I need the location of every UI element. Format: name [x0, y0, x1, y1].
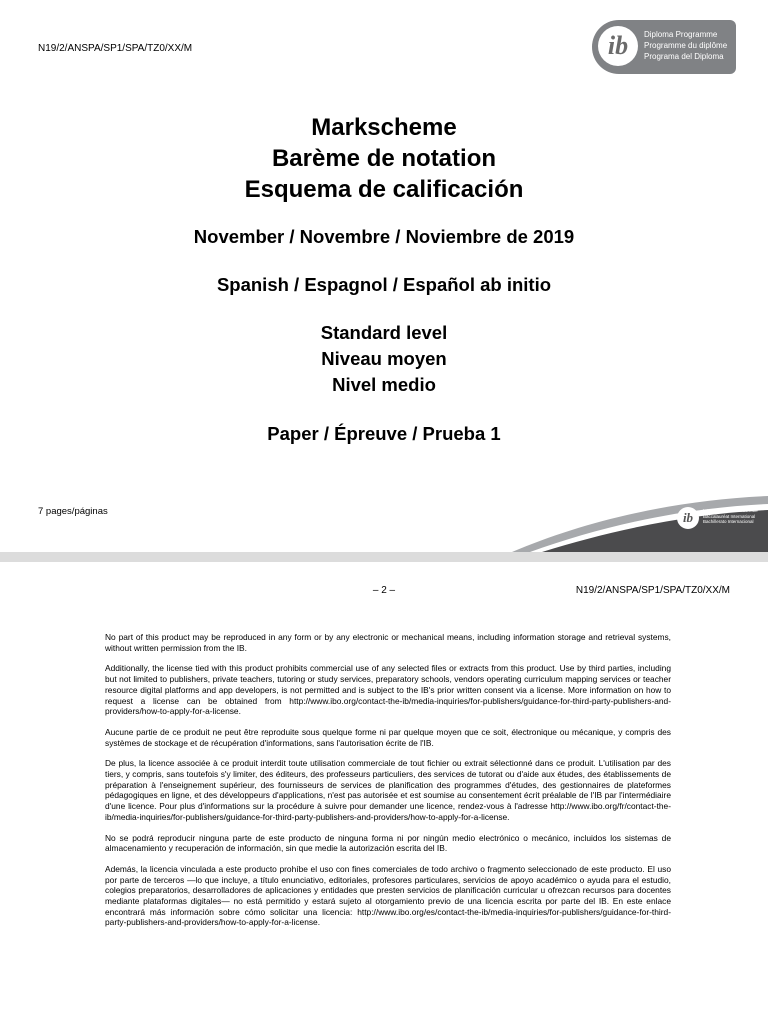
- paper-number: Paper / Épreuve / Prueba 1: [267, 423, 501, 444]
- legal-paragraph-es-1: No se podrá reproducir ninguna parte de este producto de ninguna forma ni por ningún medio electrónico o mecánico, incluidos los sistemas de almacenamiento y recuperación de información, sin que medie la autorización escrita del IB.: [105, 832, 671, 854]
- ib-logo-mark: ib: [598, 26, 638, 66]
- logo-line-en: Diploma Programme: [644, 30, 718, 39]
- page-number: – 2 –: [372, 585, 396, 596]
- exam-session: November / Novembre / Noviembre de 2019: [193, 226, 575, 247]
- subject-name: Spanish / Espagnol / Español ab initio: [216, 274, 552, 295]
- legal-paragraph-es-2: Además, la licencia vinculada a este producto prohíbe el uso con fines comerciales de todo archivo o fragmento seleccionado de este producto. El uso por parte de terceros —lo que incluye, a título enunciativo, editoriales, profesores particulares, servicios de apoyo académico o ayuda para el estudio, colegios preparatorios, desarrolladores de aplicaciones y entidades que presten servicios de planificación curricular u ofrezcan recursos para docentes mediante plataformas digitales— no está permitido y estará sujeto al otorgamiento previo de una licencia escrita por parte del IB. En este enlace encontrará más información sobre cómo solicitar una licencia: http://www.ibo.org/es/contact-the-ib/media-inquiries/for-publishers/guidance-for-third-party-publishers-and-providers/how-to-apply-for-a-license.: [105, 863, 671, 928]
- legal-paragraph-en-2: Additionally, the license tied with this product prohibits commercial use of any selected files or extracts from this product. Use by third parties, including but not limited to publishers, private teachers, tutoring or study services, preparatory schools, vendors operating curriculum mapping services or teacher resource digital platforms and app developers, is not permitted and is subject to the IB's prior written consent via a license. More information on how to request a license can be obtained from http://www.ibo.org/contact-the-ib/media-inquiries/for-publishers/guidance-for-third-party-publishers-and-providers/how-to-apply-for-a-license.: [105, 663, 671, 717]
- document-code: N19/2/ANSPA/SP1/SPA/TZ0/XX/M: [38, 43, 193, 54]
- ib-logo-text: [644, 29, 727, 62]
- level-spanish: Nivel medio: [332, 374, 436, 395]
- title-english: Markscheme: [311, 114, 457, 141]
- title-french: Barème de notation: [271, 145, 497, 172]
- legal-notice: [105, 632, 671, 938]
- logo-line-es: Programa del Diploma: [644, 52, 724, 61]
- page-count: 7 pages/páginas: [38, 506, 108, 517]
- ib-footer-logo-mark: ib: [677, 507, 699, 529]
- footer-logo-line-fr: Baccalauréat International: [703, 513, 756, 519]
- legal-page: [0, 562, 768, 1024]
- ib-diploma-logo: [592, 20, 736, 74]
- level-block: [0, 320, 768, 398]
- legal-paragraph-en-1: No part of this product may be reproduced in any form or by any electronic or mechanical means, including information storage and retrieval systems, without written permission from the IB.: [105, 632, 671, 653]
- level-english: Standard level: [320, 322, 448, 343]
- footer-logo-line-en: International Baccalaureate: [703, 508, 758, 513]
- footer-logo-line-es: Bachillerato Internacional: [703, 519, 754, 524]
- cover-titles: [0, 112, 768, 446]
- legal-paragraph-fr-2: De plus, la licence associée à ce produit interdit toute utilisation commerciale de tout fichier ou extrait sélectionné dans ce produit. L'utilisation par des tiers, y compris, sans toutefois s'y limiter, des éditeurs, des professeurs particuliers, des services de tutorat ou d'aide aux études, des établissements de préparation à l'enseignement supérieur, des fournisseurs de services de planification des programmes d'études, des gestionnaires de plateformes pédagogiques en ligne, et des développeurs d'applications, n'est pas autorisée et est soumise au consentement écrit préalable de l'IB par l'intermédiaire d'une licence. Pour plus d'informations sur la procédure à suivre pour demander une licence, rendez-vous à l'adresse http://www.ibo.org/fr/contact-the-ib/media-inquiries/for-publishers/guidance-for-third-party-publishers-and-providers/how-to-apply-for-a-license.: [105, 758, 671, 822]
- level-french: Niveau moyen: [321, 348, 447, 369]
- logo-line-fr: Programme du diplôme: [644, 41, 728, 50]
- title-spanish: Esquema de calificación: [244, 176, 524, 203]
- page2-document-code: N19/2/ANSPA/SP1/SPA/TZ0/XX/M: [575, 585, 730, 596]
- legal-paragraph-fr-1: Aucune partie de ce produit ne peut être reproduite sous quelque forme ni par quelque moyen que ce soit, électronique ou mécanique, y compris des systèmes de stockage et de récupération d'informations, sans l'autorisation écrite de l'IB.: [105, 726, 671, 748]
- ib-footer-logo-text: [703, 508, 758, 525]
